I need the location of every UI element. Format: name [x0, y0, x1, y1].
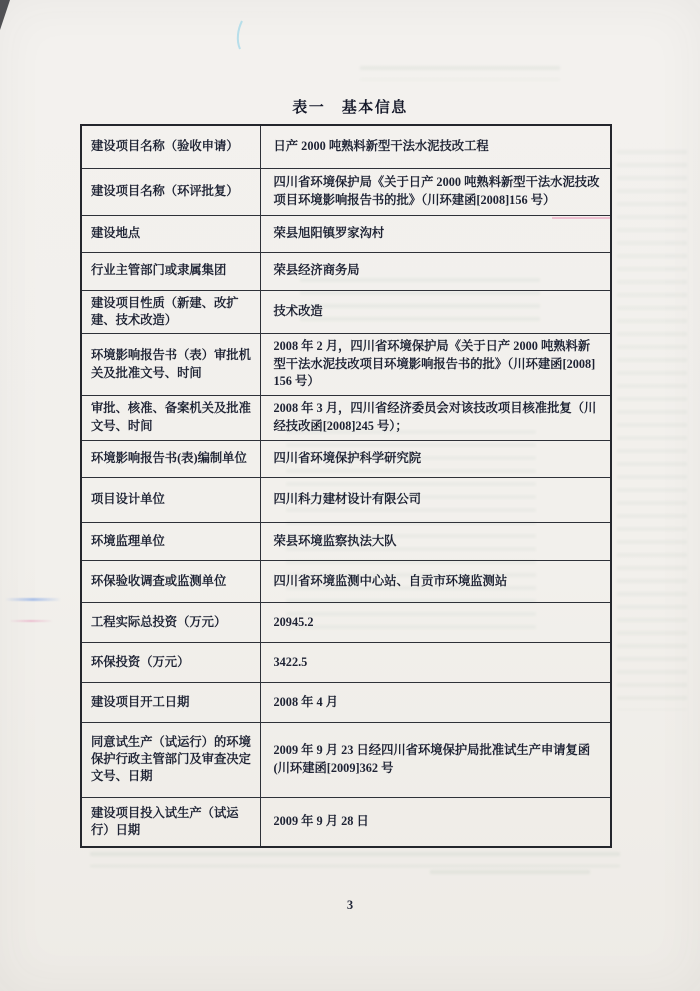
bleedthrough-ghost [430, 870, 590, 882]
row-label: 建设项目名称（验收申请） [81, 125, 260, 168]
basic-info-table [80, 124, 612, 848]
table-row [81, 215, 611, 252]
row-value: 四川省环境监测中心站、自贡市环境监测站 [260, 560, 611, 602]
scan-streak-pink [9, 620, 53, 622]
row-value: 荣县旭阳镇罗家沟村 [260, 215, 611, 252]
row-value: 20945.2 [260, 602, 611, 642]
row-value: 荣县经济商务局 [260, 252, 611, 290]
row-label: 建设地点 [81, 215, 260, 252]
table-row [81, 522, 611, 560]
table-row [81, 168, 611, 215]
row-value: 2009 年 9 月 23 日经四川省环境保护局批准试生产申请复函(川环建函[2009]362 号 [260, 722, 611, 797]
row-label: 建设项目开工日期 [81, 682, 260, 722]
row-value: 2008 年 4 月 [260, 682, 611, 722]
table-row [81, 440, 611, 477]
row-label: 环境影响报告书(表)编制单位 [81, 440, 260, 477]
table-row [81, 642, 611, 682]
row-value: 3422.5 [260, 642, 611, 682]
row-label: 环境影响报告书（表）审批机关及批准文号、时间 [81, 334, 260, 395]
row-value: 2008 年 2 月，四川省环境保护局《关于日产 2000 吨熟料新型干法水泥技改项目环境影响报告书的批》（川环建函[2008]156 号） [260, 334, 611, 395]
scan-streak-artifact [233, 20, 247, 50]
bleedthrough-ghost [90, 852, 620, 867]
row-label: 建设项目投入试生产（试运行）日期 [81, 797, 260, 847]
row-label: 项目设计单位 [81, 477, 260, 522]
row-value: 荣县环境监察执法大队 [260, 522, 611, 560]
row-value: 四川省环境保护局《关于日产 2000 吨熟料新型干法水泥技改项目环境影响报告书的批》（川环建函[2008]156 号） [260, 168, 611, 215]
table-row [81, 290, 611, 334]
row-value: 四川省环境保护科学研究院 [260, 440, 611, 477]
row-label: 工程实际总投资（万元） [81, 602, 260, 642]
scan-streak-blue [5, 598, 61, 601]
row-value: 2009 年 9 月 28 日 [260, 797, 611, 847]
table-row [81, 125, 611, 168]
row-value: 四川科力建材设计有限公司 [260, 477, 611, 522]
scan-corner-artifact [0, 0, 10, 30]
row-value: 日产 2000 吨熟料新型干法水泥技改工程 [260, 125, 611, 168]
table-row [81, 602, 611, 642]
table-row [81, 334, 611, 395]
table-row [81, 252, 611, 290]
bleedthrough-ghost [360, 66, 560, 80]
table-row [81, 560, 611, 602]
row-label: 建设项目名称（环评批复） [81, 168, 260, 215]
basic-info-table-body [81, 125, 611, 847]
table-row [81, 722, 611, 797]
row-label: 环境监理单位 [81, 522, 260, 560]
row-label: 审批、核准、备案机关及批准文号、时间 [81, 395, 260, 440]
row-value: 技术改造 [260, 290, 611, 334]
page-number: 3 [346, 898, 354, 912]
table-title: 表一 基本信息 [292, 100, 408, 116]
bleedthrough-ghost [617, 150, 687, 710]
row-label: 环保投资（万元） [81, 642, 260, 682]
row-label: 行业主管部门或隶属集团 [81, 252, 260, 290]
table-row [81, 682, 611, 722]
table-row [81, 797, 611, 847]
row-label: 环保验收调查或监测单位 [81, 560, 260, 602]
table-row [81, 477, 611, 522]
row-label: 同意试生产（试运行）的环境保护行政主管部门及审查决定文号、日期 [81, 722, 260, 797]
row-value: 2008 年 3 月，四川省经济委员会对该技改项目核准批复（川经技改函[2008]245 号）； [260, 395, 611, 440]
row-label: 建设项目性质（新建、改扩建、技术改造） [81, 290, 260, 334]
table-row [81, 395, 611, 440]
